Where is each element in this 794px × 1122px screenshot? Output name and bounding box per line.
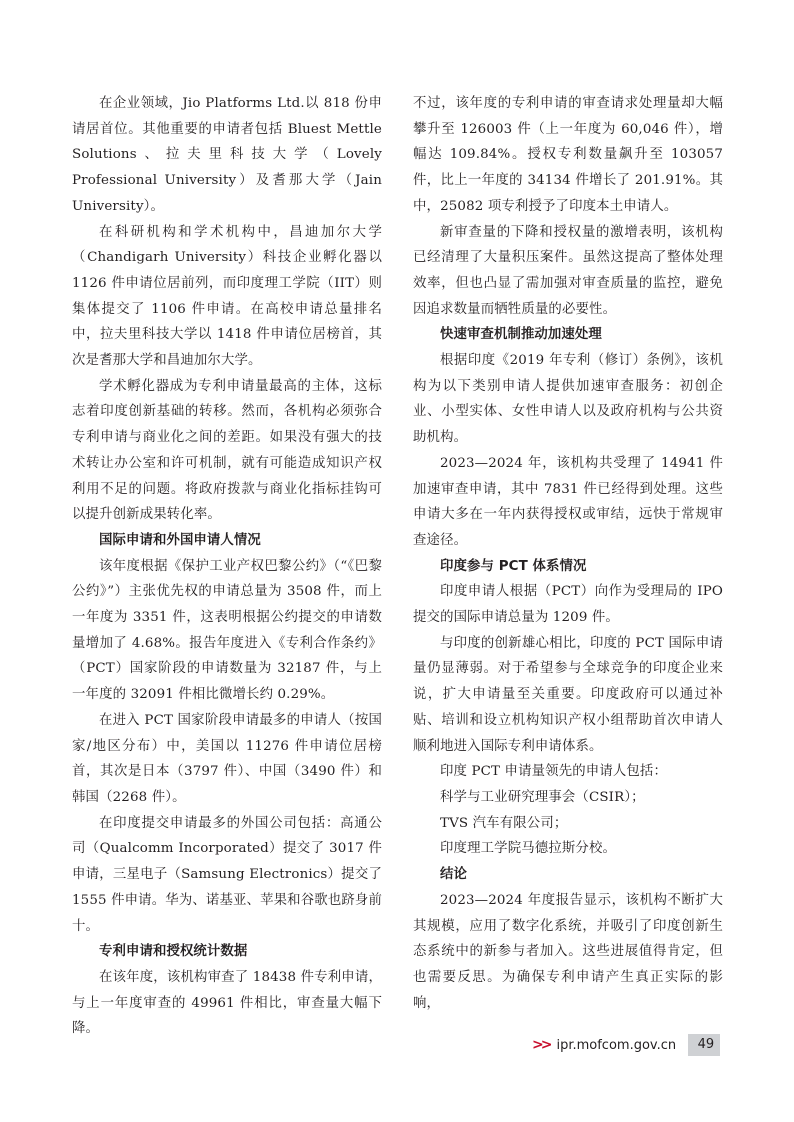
section-heading: 印度参与 PCT 体系情况 — [440, 558, 587, 574]
paragraph: 在该年度，该机构审查了 18438 件专利申请，与上一年度审查的 49961 件相比，审查量大幅下降。 — [72, 969, 382, 1037]
paragraph-continued: 不过，该年度的专利申请的审查请求处理量却大幅攀升至 126003 件（上一年度为 60,046 件），增幅达 109.84%。授权专利数量飙升至 103057 件，比上一年度的 34134 件增长了 201.91%。其中，25082 项专利授予了印度本土申请人。 — [413, 96, 723, 214]
section-heading: 结论 — [440, 867, 467, 883]
paragraph: 根据印度《2019 年专利（修订）条例》，该机构为以下类别申请人提供加速审查服务：初创企业、小型实体、女性申请人以及政府机构与公共资助机构。 — [413, 353, 723, 446]
website-url: ipr.mofcom.gov.cn — [556, 1037, 677, 1053]
paragraph: 与印度的创新雄心相比，印度的 PCT 国际申请量仍显薄弱。对于希望参与全球竞争的印度企业来说，扩大申请量至关重要。印度政府可以通过补贴、培训和设立机构知识产权小组帮助首次申请人顺利地进入国际专利申请体系。 — [413, 635, 723, 754]
page-number: 49 — [688, 1034, 720, 1056]
left-column — [72, 91, 382, 1042]
paragraph: 印度申请人根据（PCT）向作为受理局的 IPO 提交的国际申请总量为 1209 件。 — [413, 584, 723, 626]
right-column — [413, 91, 723, 1016]
list-item: 科学与工业研究理事会（CSIR）； — [440, 789, 645, 805]
section-heading: 专利申请和授权统计数据 — [99, 944, 248, 960]
paragraph: 在印度提交申请最多的外国公司包括：高通公司（Qualcomm Incorporated）提交了 3017 件申请，三星电子（Samsung Electronics）提交了 1555 件申请。华为、诺基亚、苹果和谷歌也跻身前十。 — [72, 815, 382, 934]
paragraph: 该年度根据《保护工业产权巴黎公约》（“《巴黎公约》”）主张优先权的申请总量为 3508 件，而上一年度为 3351 件，这表明根据公约提交的申请数量增加了 4.68%。报告年度进入《专利合作条约》（PCT）国家阶段的申请数量为 32187 件，与上一年度的 32091 件相比微增长约 0.29%。 — [72, 558, 382, 703]
list-item: 印度理工学院马德拉斯分校。 — [440, 841, 617, 857]
double-chevron-right-icon: >> — [532, 1037, 550, 1053]
paragraph: 印度 PCT 申请量领先的申请人包括： — [440, 764, 668, 780]
paragraph: 在企业领域，Jio Platforms Ltd.以 818 份申请居首位。其他重要的申请者包括 Bluest Mettle Solutions、拉夫里科技大学（Lovely Professional University）及耆那大学（Jain University）。 — [72, 96, 382, 214]
list-item: TVS 汽车有限公司； — [440, 815, 568, 831]
paragraph: 2023—2024 年，该机构共受理了 14941 件加速审查申请，其中 7831 件已经得到处理。这些申请大多在一年内获得授权或审结，远快于常规审查途径。 — [413, 455, 723, 548]
paragraph: 新审查量的下降和授权量的激增表明，该机构已经清理了大量积压案件。虽然这提高了整体处理效率，但也凸显了需加强对审查质量的监控，避免因追求数量而牺牲质量的必要性。 — [413, 224, 723, 317]
paragraph: 学术孵化器成为专利申请量最高的主体，这标志着印度创新基础的转移。然而，各机构必须弥合专利申请与商业化之间的差距。如果没有强大的技术转让办公室和许可机制，就有可能造成知识产权利用不足的问题。将政府拨款与商业化指标挂钩可以提升创新成果转化率。 — [72, 378, 382, 523]
section-heading: 国际申请和外国申请人情况 — [99, 532, 261, 548]
paragraph: 在进入 PCT 国家阶段申请最多的申请人（按国家/地区分布）中，美国以 11276 件申请位居榜首，其次是日本（3797 件）、中国（3490 件）和韩国（2268 件）。 — [72, 712, 382, 805]
paragraph: 在科研机构和学术机构中，昌迪加尔大学（Chandigarh University）科技企业孵化器以 1126 件申请位居前列，而印度理工学院（IIT）则集体提交了 1106 件申请。在高校申请总量排名中，拉夫里科技大学以 1418 件申请位居榜首，其次是耆那大学和昌迪加尔大学。 — [72, 224, 382, 369]
section-heading: 快速审查机制推动加速处理 — [440, 327, 602, 343]
paragraph: 2023—2024 年度报告显示，该机构不断扩大其规模，应用了数字化系统，并吸引了印度创新生态系统中的新参与者加入。这些进展值得肯定，但也需要反思。为确保专利申请产生真正实际的影响， — [413, 892, 723, 1011]
page-footer — [532, 1034, 720, 1056]
